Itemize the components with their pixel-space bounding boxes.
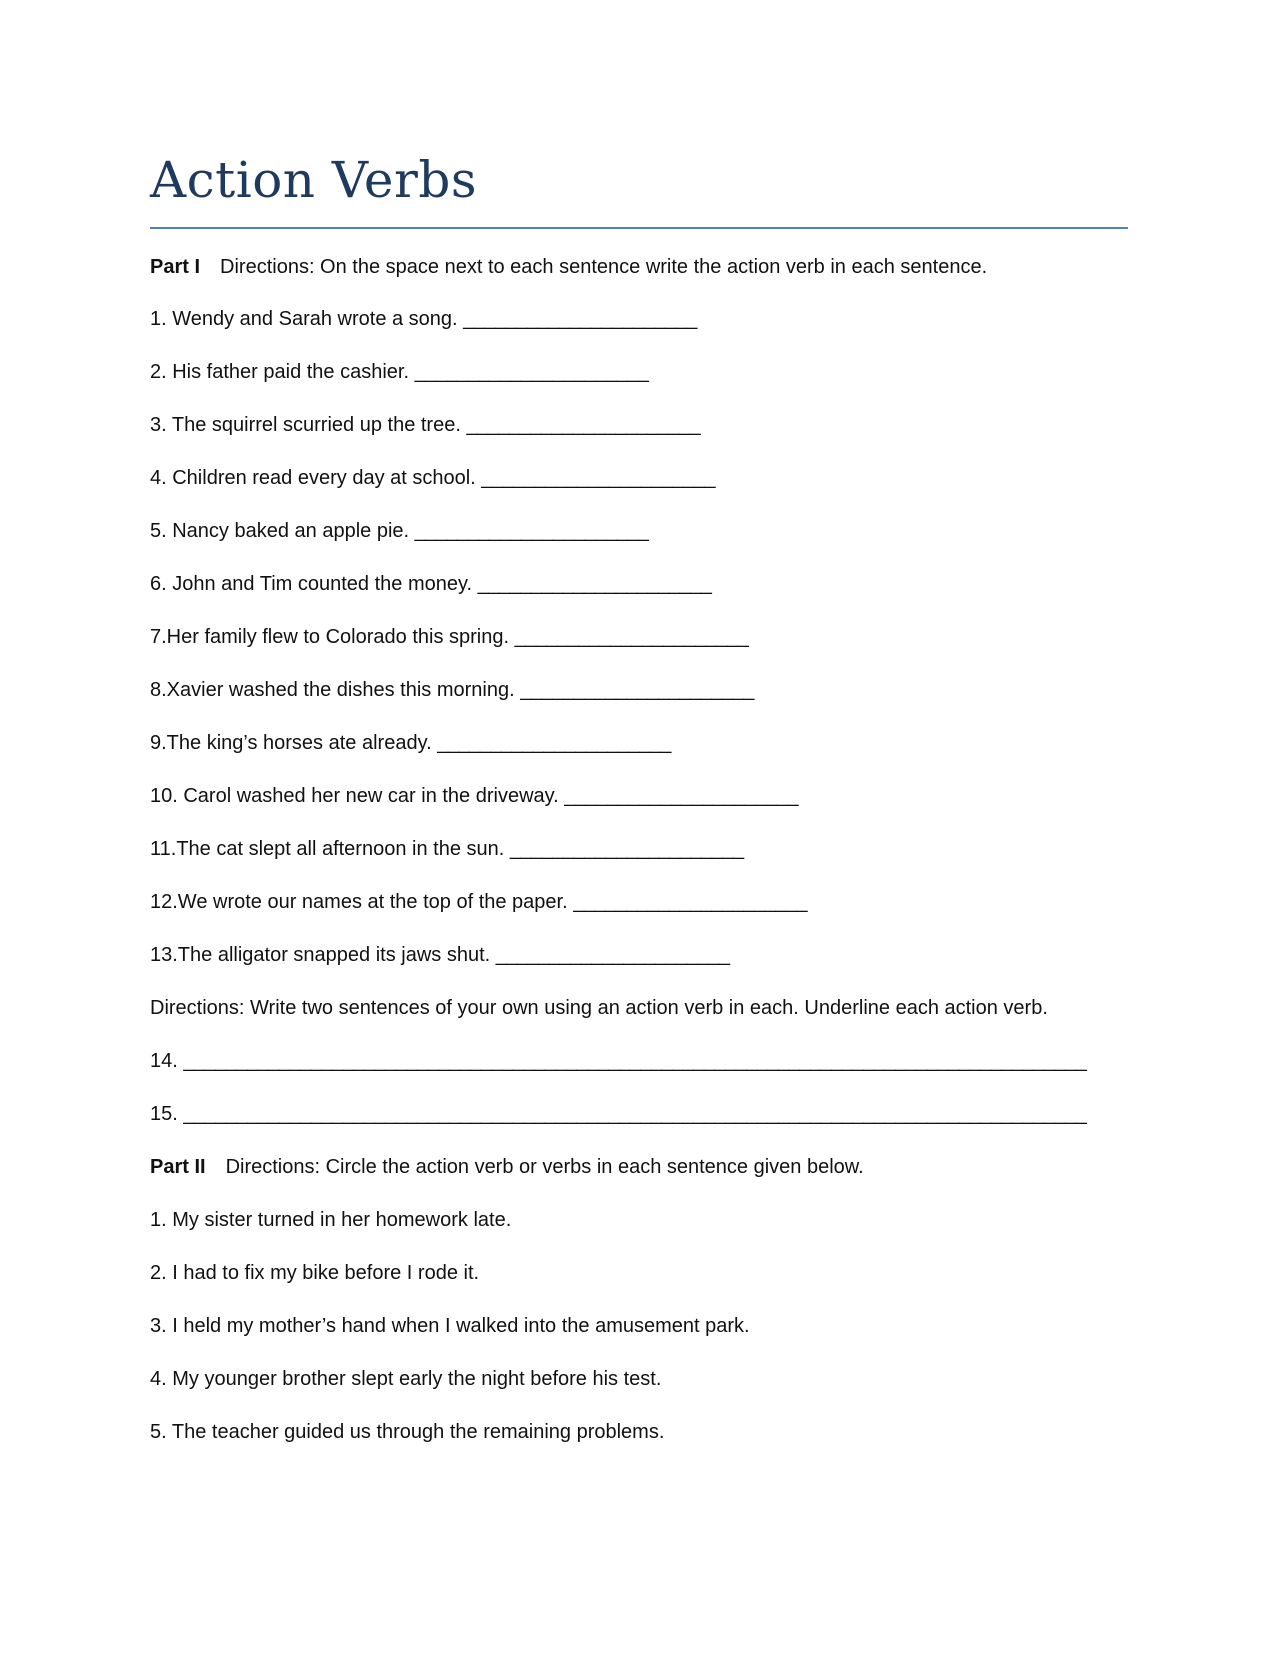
list-item bbox=[150, 466, 715, 490]
sentence-blank[interactable]: _____________________________________________________________________________________ bbox=[183, 1103, 1087, 1125]
answer-blank[interactable]: ______________________ bbox=[564, 785, 799, 807]
sentence-text: 11.The cat slept all afternoon in the sun. bbox=[150, 838, 505, 860]
part2-label: Part II bbox=[150, 1156, 206, 1178]
list-item bbox=[150, 625, 748, 649]
sentence-text: 4. Children read every day at school. bbox=[150, 467, 476, 489]
list-item bbox=[150, 837, 744, 861]
sentence-blank[interactable]: _____________________________________________________________________________________ bbox=[183, 1050, 1087, 1072]
list-item bbox=[150, 1102, 1086, 1126]
sentence-text: 7.Her family flew to Colorado this spring. bbox=[150, 626, 510, 648]
list-item bbox=[150, 572, 711, 596]
list-item bbox=[150, 731, 671, 755]
sentence-text: 12.We wrote our names at the top of the paper. bbox=[150, 891, 568, 913]
sentence-text: 10. Carol washed her new car in the driveway. bbox=[150, 785, 559, 807]
list-item: 3. I held my mother’s hand when I walked into the amusement park. bbox=[150, 1315, 750, 1337]
answer-blank[interactable]: ______________________ bbox=[520, 679, 754, 701]
list-item bbox=[150, 890, 807, 914]
part2-directions: Directions: Circle the action verb or verbs in each sentence given below. bbox=[225, 1156, 864, 1178]
list-item: 4. My younger brother slept early the night before his test. bbox=[150, 1368, 662, 1390]
part1-directions: Directions: On the space next to each sentence write the action verb in each sentence. bbox=[220, 256, 988, 278]
answer-blank[interactable]: ______________________ bbox=[573, 891, 807, 913]
answer-blank[interactable]: ______________________ bbox=[437, 732, 671, 754]
answer-blank[interactable]: ______________________ bbox=[414, 520, 649, 542]
part1-label: Part I bbox=[150, 256, 201, 278]
sentence-text: 5. Nancy baked an apple pie. bbox=[150, 520, 410, 542]
list-item bbox=[150, 678, 754, 702]
answer-blank[interactable]: ______________________ bbox=[509, 838, 744, 860]
answer-blank[interactable]: ______________________ bbox=[414, 361, 649, 383]
answer-blank[interactable]: ______________________ bbox=[477, 573, 712, 595]
own-sentences-directions: Directions: Write two sentences of your own using an action verb in each. Underline each action verb. bbox=[150, 997, 1048, 1019]
title-divider bbox=[150, 227, 1128, 229]
list-item bbox=[150, 307, 697, 331]
answer-blank[interactable]: ______________________ bbox=[495, 944, 730, 966]
part1-directions-line bbox=[150, 255, 987, 279]
worksheet-page bbox=[150, 145, 1128, 1443]
sentence-text: 13.The alligator snapped its jaws shut. bbox=[150, 944, 491, 966]
answer-blank[interactable]: ______________________ bbox=[466, 414, 701, 436]
list-item: 1. My sister turned in her homework late. bbox=[150, 1209, 512, 1231]
sentence-text: 2. His father paid the cashier. bbox=[150, 361, 410, 383]
page-title: Action Verbs bbox=[150, 151, 478, 209]
list-item bbox=[150, 784, 798, 808]
item-number: 14. bbox=[150, 1050, 178, 1072]
answer-blank[interactable]: ______________________ bbox=[481, 467, 716, 489]
sentence-text: 3. The squirrel scurried up the tree. bbox=[150, 414, 461, 436]
list-item bbox=[150, 943, 729, 967]
sentence-text: 6. John and Tim counted the money. bbox=[150, 573, 473, 595]
answer-blank[interactable]: ______________________ bbox=[463, 308, 697, 330]
list-item: 5. The teacher guided us through the remaining problems. bbox=[150, 1421, 665, 1443]
part2-directions-line bbox=[150, 1155, 864, 1179]
list-item bbox=[150, 519, 648, 543]
item-number: 15. bbox=[150, 1103, 178, 1125]
list-item: 2. I had to fix my bike before I rode it. bbox=[150, 1262, 480, 1284]
list-item bbox=[150, 1049, 1086, 1073]
sentence-text: 1. Wendy and Sarah wrote a song. bbox=[150, 308, 458, 330]
list-item bbox=[150, 413, 700, 437]
sentence-text: 9.The king’s horses ate already. bbox=[150, 732, 432, 754]
list-item bbox=[150, 360, 648, 384]
sentence-text: 8.Xavier washed the dishes this morning. bbox=[150, 679, 515, 701]
answer-blank[interactable]: ______________________ bbox=[514, 626, 749, 648]
